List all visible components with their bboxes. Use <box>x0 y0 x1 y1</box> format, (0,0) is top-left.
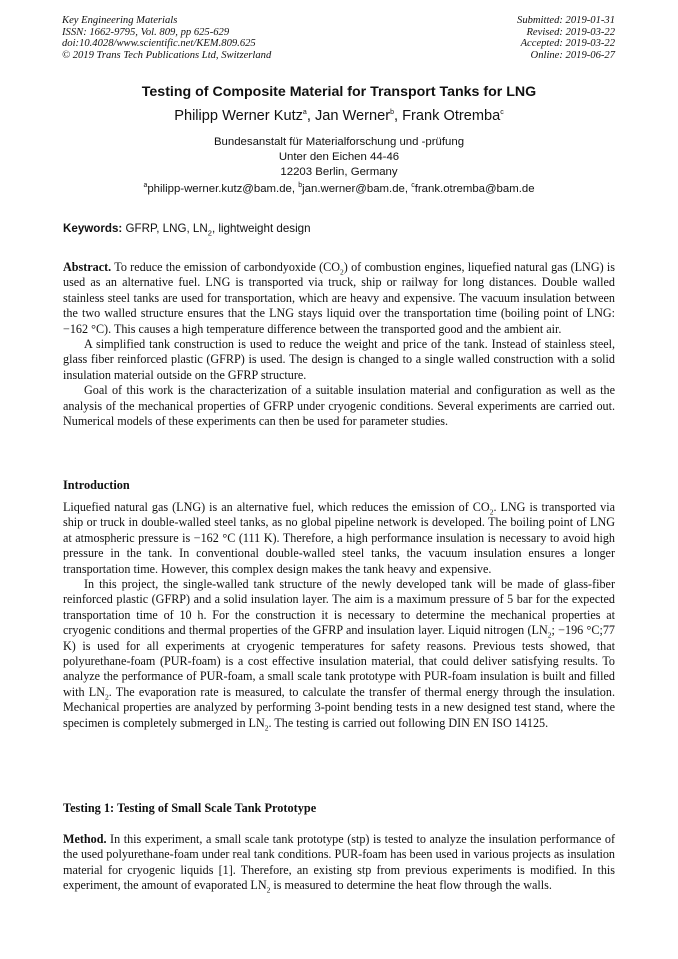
abstract-text: ) of combustion engines, liquefied natural gas (LNG) is used as an alternative fuel. LNG is transported via truck, ship or railway for long distances. Double walled stainless steel tanks are used for transportation, which are heavy and expensive. The vacuum insulation between the two walled structure ensures that the LNG stays liquid over the transportation time (boiling point of LNG: −162 °C). This causes a high temperature difference between the transported good and the ambient air. <box>63 260 615 336</box>
author-mark: b <box>390 109 395 117</box>
abstract-paragraph <box>63 260 615 337</box>
author-name: Frank Otremba <box>402 108 501 124</box>
subscript: 2 <box>547 630 552 640</box>
email-mark: c <box>411 182 415 190</box>
keywords-subscript: 2 <box>207 228 212 238</box>
abstract-label: Abstract. <box>63 260 112 274</box>
abstract-text: To reduce the emission of carbondyoxide (CO <box>111 260 341 274</box>
email-separator: , <box>291 183 299 195</box>
keywords-line <box>63 222 311 238</box>
author-mark: a <box>302 109 307 117</box>
submitted-date: Submitted: 2019-01-31 <box>517 15 615 26</box>
body-text: . The evaporation rate is measured, to calculate the transfer of thermal energy through the insulation. Mechanical properties are analyzed by performing 3-point bending tests in a new designed test stand, where the specimen is completely submerged in LN <box>63 684 615 730</box>
email-separator: , <box>404 183 412 195</box>
email-mark: b <box>298 182 303 190</box>
email-link[interactable]: philipp-werner.kutz@bam.de <box>147 183 292 195</box>
subscript: 2 <box>266 885 271 895</box>
email-link[interactable]: jan.werner@bam.de <box>302 183 405 195</box>
method-label: Method. <box>63 832 107 846</box>
abstract-paragraph: Goal of this work is the characterization of a suitable insulation material and configuration as well as the analysis of the mechanical properties of GFRP under cryogenic conditions. Several experiments are carried out. Numerical models of these experiments can then be used for parameter studies. <box>63 383 615 429</box>
issn-line: ISSN: 1662-9795, Vol. 809, pp 625-629 <box>62 26 230 38</box>
subscript: 2 <box>340 267 344 277</box>
abstract-paragraph: A simplified tank construction is used to reduce the weight and price of the tank. Instead of stainless steel, glass fiber reinforced plastic (GFRP) is used. The design is changed to a single walled construction with a solid insulation material outside on the GFRP structure. <box>63 337 615 382</box>
keywords-text: GFRP, LNG, LN <box>122 222 208 235</box>
revised-date: Revised: 2019-03-22 <box>526 26 615 38</box>
author-name: Jan Werner <box>314 108 391 124</box>
abstract-section <box>63 260 615 429</box>
keywords-label: Keywords: <box>63 222 123 235</box>
journal-info <box>62 15 271 61</box>
author-mark: c <box>500 109 504 117</box>
body-paragraph <box>63 832 615 894</box>
submission-dates <box>517 15 615 61</box>
author-separator: , <box>394 108 403 124</box>
testing-1-section <box>63 832 615 894</box>
author-name: Philipp Werner Kutz <box>174 108 303 124</box>
subscript: 2 <box>489 507 494 517</box>
author-emails <box>0 183 678 195</box>
body-paragraph <box>63 577 615 731</box>
street-address: Unter den Eichen 44-46 <box>278 151 400 164</box>
body-text: is measured to determine the heat flow through the walls. <box>270 878 552 893</box>
subscript: 2 <box>105 692 109 702</box>
introduction-section <box>63 500 615 731</box>
paper-title: Testing of Composite Material for Transport Tanks for LNG <box>141 84 537 100</box>
section-heading-introduction: Introduction <box>63 478 130 492</box>
subscript: 2 <box>264 723 269 733</box>
body-text: In this project, the single-walled tank structure of the newly developed tank will be made of glass-fiber reinforced plastic (GFRP) and a solid insulation layer. The aim is a maximum pressure of 5 bar for the expected transportation time of 10 h. For the construction it is necessary to determine the mechanical properties at cryogenic conditions and thermal properties of the GFRP and insulation layer. Liquid nitrogen (LN <box>63 577 615 638</box>
author-separator: , <box>306 108 315 124</box>
city-country: 12203 Berlin, Germany <box>280 166 398 179</box>
online-date: Online: 2019-06-27 <box>530 49 615 61</box>
copyright-line: © 2019 Trans Tech Publications Ltd, Switzerland <box>62 49 272 61</box>
body-text: ; −196 °C;77 K) is used for all experiments at cryogenic temperatures for safety reasons. Previous tests showed, that polyurethane-foam (PUR-foam) is a cost effective insulation material, that could deliver satisfying results. To analyze the performance of PUR-foam, a small scale tank prototype with PUR-foam insulation is built and filled with LN <box>63 623 616 699</box>
body-text: . LNG is transported via ship or truck in double-walled steel tanks, as no global pipeline network is developed. The boiling point of LNG at atmospheric pressure is −162 °C (111 K). Therefore, a high performance insulation is necessary to avoid high pressure in the tank. In conventional double-walled steel tanks, the vacuum insulation ensures a longer transportation time. However, this complex design makes the tank heavy and expensive. <box>63 500 616 576</box>
body-text: In this experiment, a small scale tank prototype (stp) is tested to analyze the insulation performance of the used polyurethane-foam under real tank conditions. PUR-foam has been used in various projects as insulation material for cryogenic liquids [1]. Therefore, an existing stp from previous experiments is modified. In this experiment, the amount of evaporated LN <box>63 832 615 893</box>
section-heading-testing-1: Testing 1: Testing of Small Scale Tank Prototype <box>63 801 317 815</box>
email-link[interactable]: frank.otremba@bam.de <box>414 183 535 195</box>
journal-name: Key Engineering Materials <box>62 15 178 26</box>
keywords-text: , lightweight design <box>211 222 311 235</box>
body-paragraph <box>63 500 615 577</box>
body-text: . The testing is carried out following DIN EN ISO 14125. <box>268 715 549 730</box>
email-mark: a <box>143 182 148 190</box>
accepted-date: Accepted: 2019-03-22 <box>520 38 615 50</box>
body-text: Liquefied natural gas (LNG) is an alternative fuel, which reduces the emission of CO <box>63 500 490 514</box>
author-list <box>0 108 678 124</box>
affiliation <box>0 135 678 181</box>
institution: Bundesanstalt für Materialforschung und -prüfung <box>213 136 465 148</box>
doi-line: doi:10.4028/www.scientific.net/KEM.809.625 <box>62 38 256 50</box>
